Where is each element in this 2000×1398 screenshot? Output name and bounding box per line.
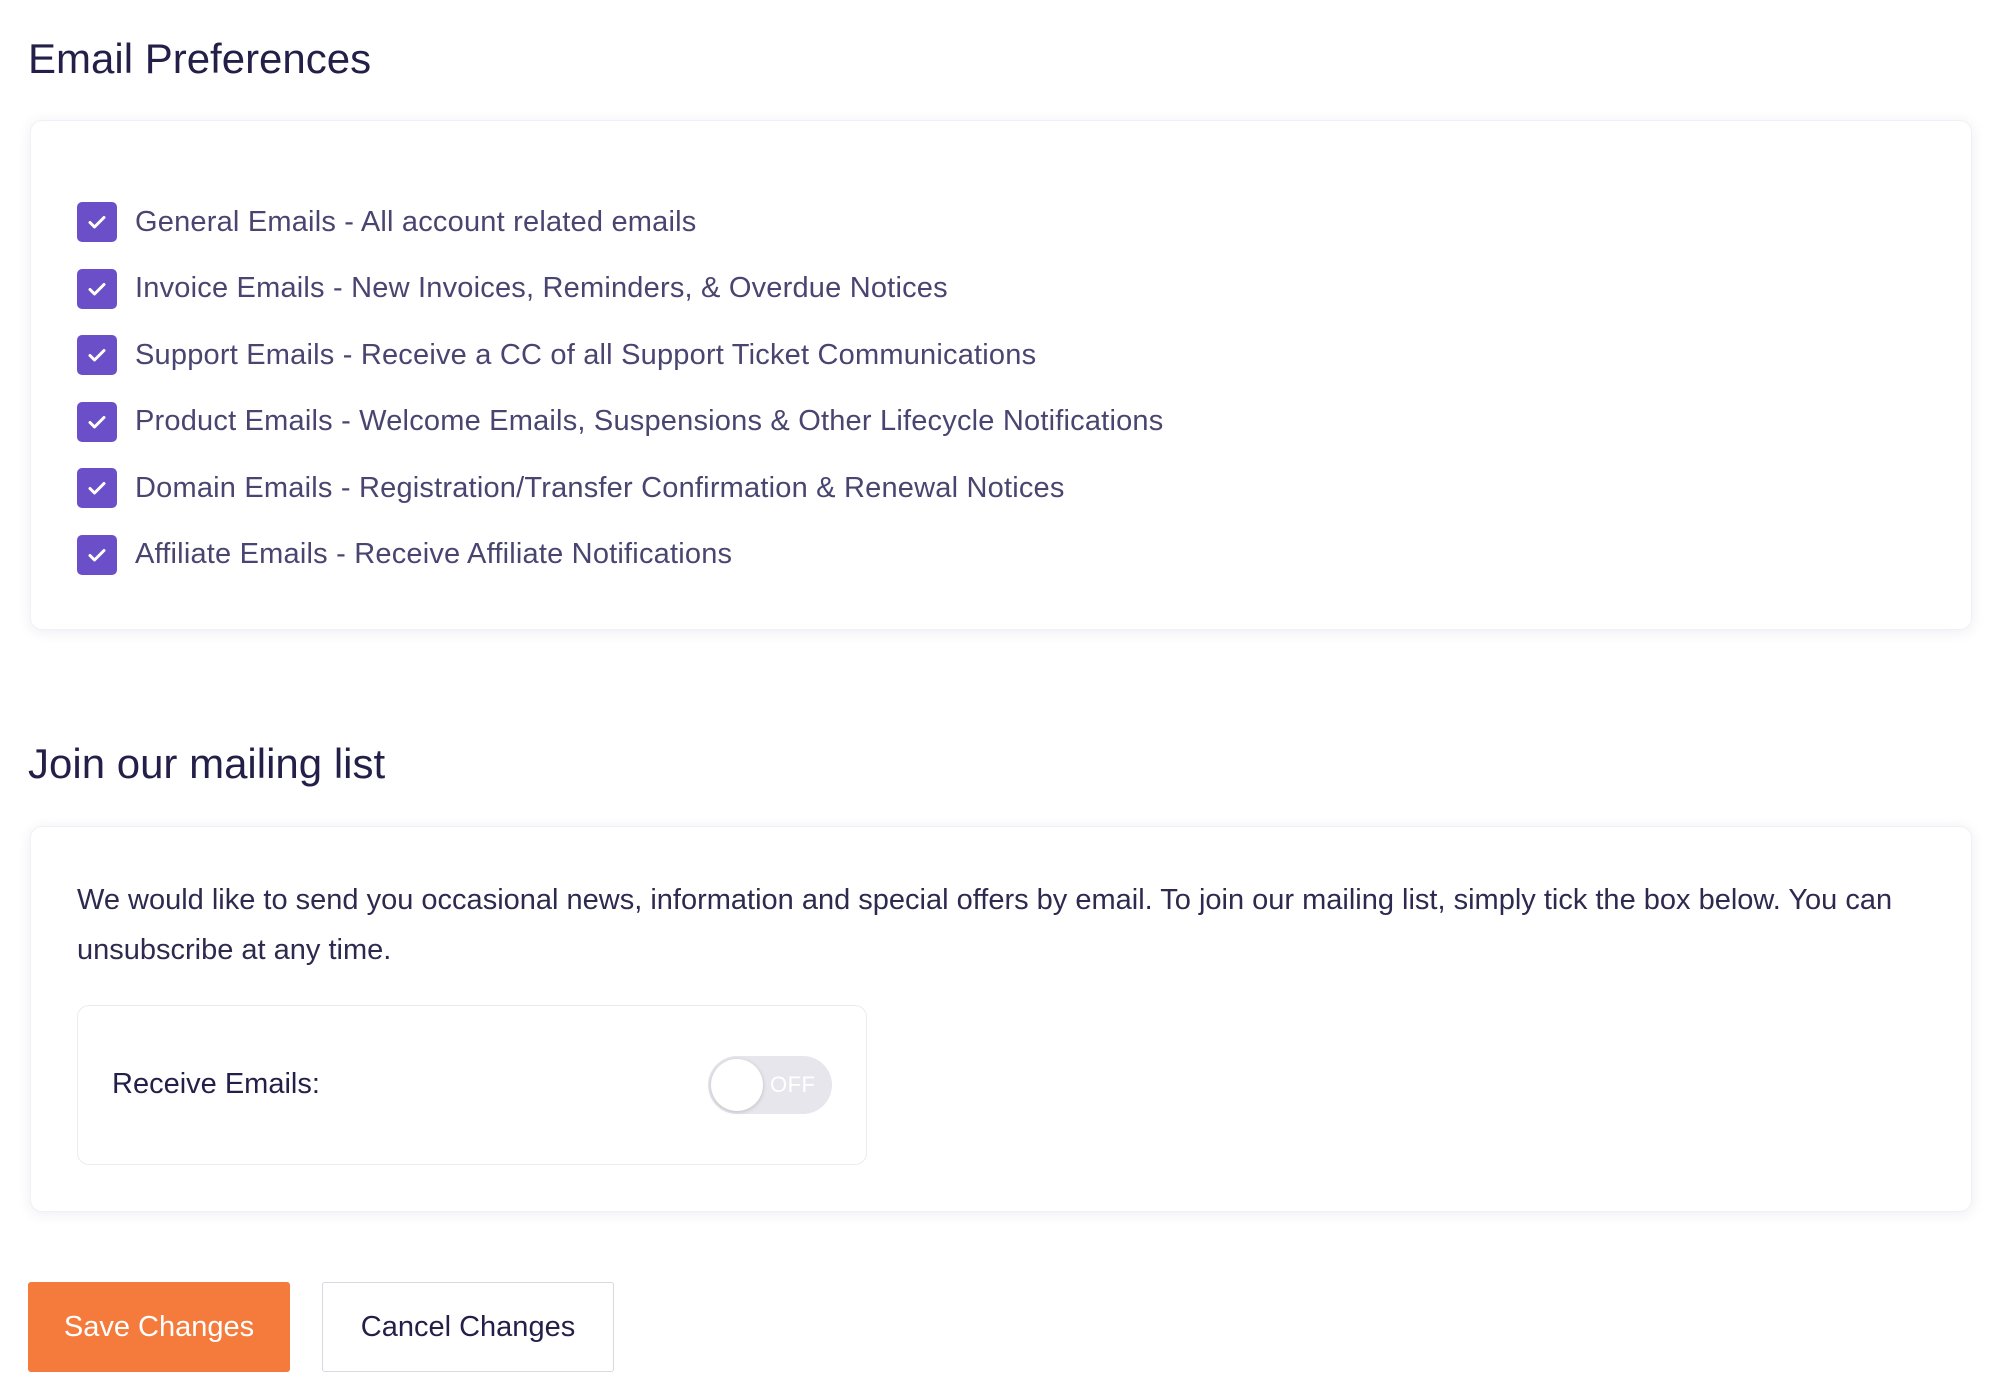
invoice-emails-label: Invoice Emails - New Invoices, Reminders, & Overdue Notices [135,272,948,305]
pref-item-domain[interactable] [77,455,1163,522]
domain-emails-label: Domain Emails - Registration/Transfer Confirmation & Renewal Notices [135,471,1065,504]
cancel-changes-button[interactable]: Cancel Changes [322,1282,614,1372]
invoice-emails-checkbox[interactable] [77,269,117,309]
pref-item-product[interactable] [77,389,1163,456]
checkmark-icon [85,210,109,234]
email-preferences-card [30,120,1972,630]
support-emails-checkbox[interactable] [77,335,117,375]
checkmark-icon [85,476,109,500]
pref-item-general[interactable] [77,189,1163,256]
mailing-list-title: Join our mailing list [28,740,386,787]
toggle-knob [711,1059,763,1111]
email-preferences-list [77,189,1163,588]
support-emails-label: Support Emails - Receive a CC of all Support Ticket Communications [135,338,1037,371]
receive-emails-box [77,1005,867,1165]
mailing-list-card [30,826,1972,1212]
affiliate-emails-checkbox[interactable] [77,535,117,575]
product-emails-label: Product Emails - Welcome Emails, Suspensions & Other Lifecycle Notifications [135,405,1164,438]
checkmark-icon [85,343,109,367]
mailing-list-description: We would like to send you occasional news, information and special offers by email. To join our mailing list, simply tick the box below. You can unsubscribe at any time. [77,884,1893,966]
email-preferences-title: Email Preferences [28,35,372,82]
receive-emails-toggle[interactable] [708,1056,832,1114]
pref-item-invoice[interactable] [77,256,1163,323]
save-changes-button[interactable]: Save Changes [28,1282,290,1372]
receive-emails-label: Receive Emails: [112,1068,320,1100]
pref-item-support[interactable] [77,322,1163,389]
checkmark-icon [85,410,109,434]
checkmark-icon [85,543,109,567]
general-emails-checkbox[interactable] [77,202,117,242]
toggle-state-text: OFF [770,1072,816,1097]
affiliate-emails-label: Affiliate Emails - Receive Affiliate Notifications [135,538,733,571]
checkmark-icon [85,277,109,301]
general-emails-label: General Emails - All account related emails [135,205,697,238]
pref-item-affiliate[interactable] [77,522,1163,589]
domain-emails-checkbox[interactable] [77,468,117,508]
product-emails-checkbox[interactable] [77,402,117,442]
